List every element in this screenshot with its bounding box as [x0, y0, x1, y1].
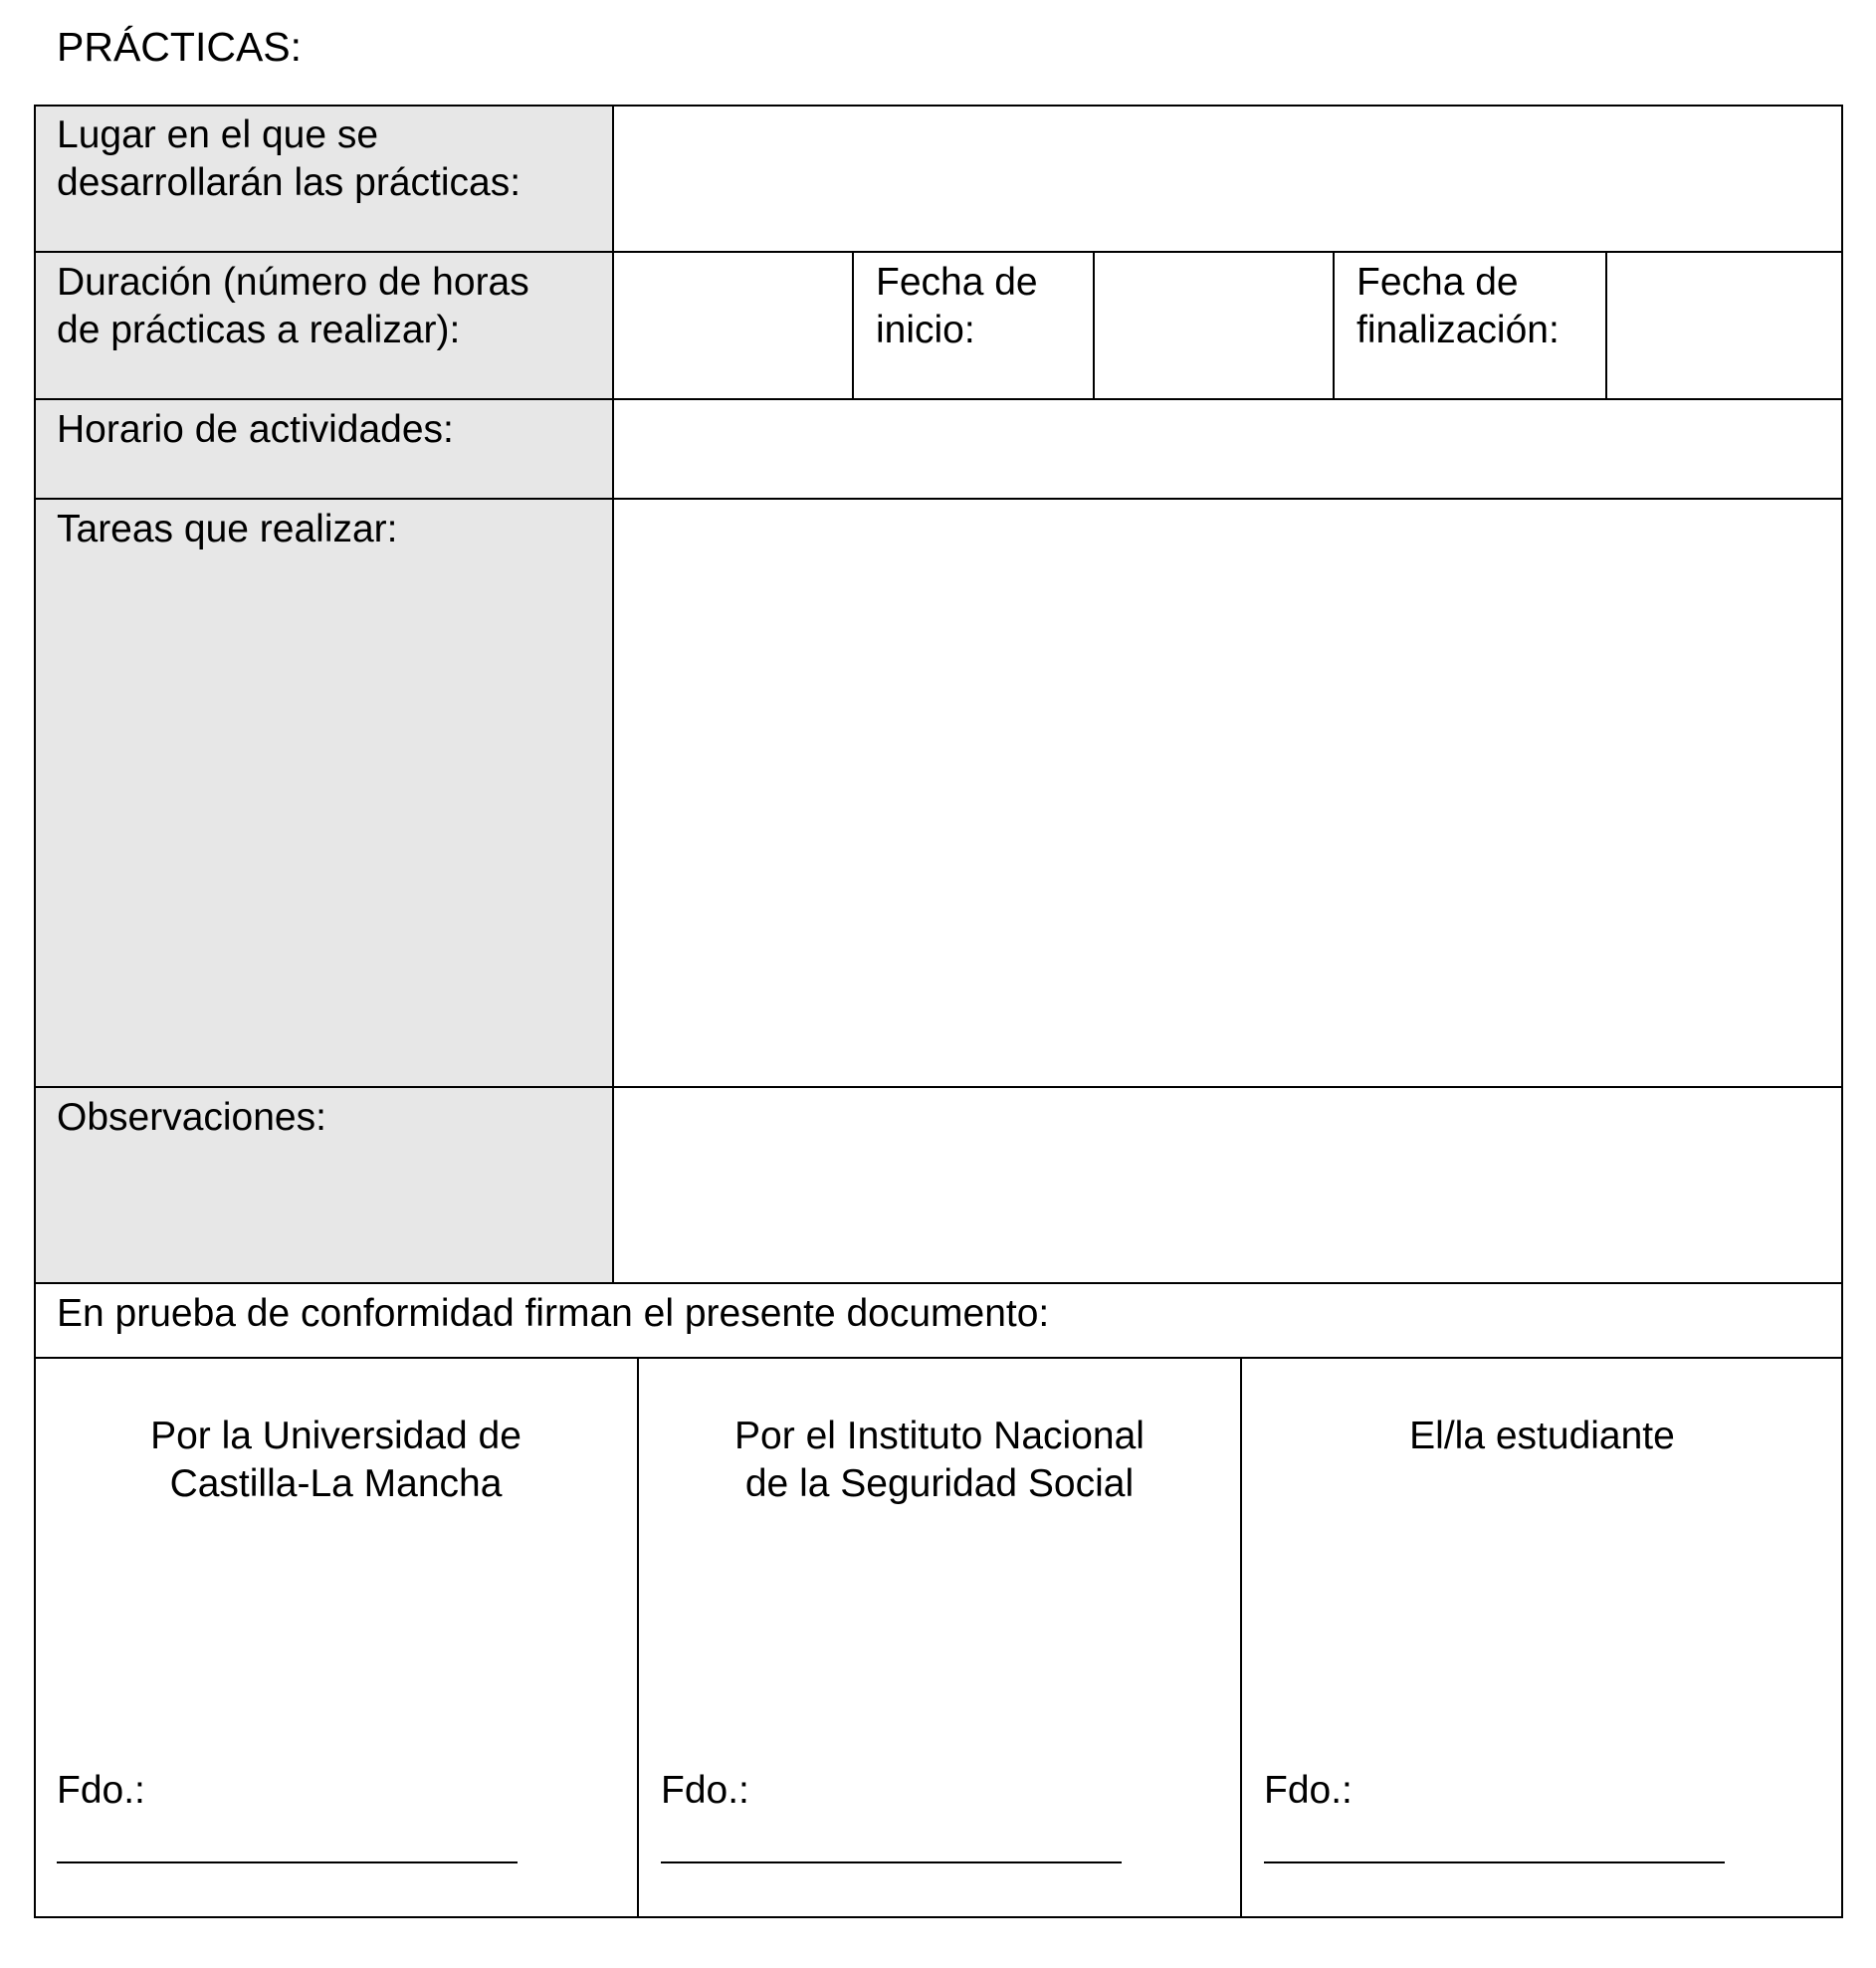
- fdo-label: Fdo.:: [661, 1769, 749, 1812]
- observaciones-label: Observaciones:: [34, 1087, 613, 1283]
- horario-field[interactable]: [613, 399, 1843, 499]
- row-divider: [34, 1086, 1843, 1088]
- tareas-field[interactable]: [613, 499, 1843, 1087]
- signature-line[interactable]: [661, 1861, 1122, 1863]
- column-divider: [1333, 252, 1335, 399]
- signature-header: El/la estudiante: [1409, 1415, 1675, 1457]
- row-divider: [34, 498, 1843, 500]
- fdo-label: Fdo.:: [57, 1769, 145, 1812]
- signature-block-estudiante: [1241, 1358, 1843, 1918]
- row-divider: [34, 1282, 1843, 1284]
- horario-label: Horario de actividades:: [34, 399, 613, 499]
- column-divider: [1093, 252, 1095, 399]
- signature-header: Por la Universidad de Castilla-La Mancha: [150, 1415, 521, 1505]
- lugar-label: Lugar en el que se desarrollarán las prácticas:: [34, 105, 613, 252]
- column-divider: [1605, 252, 1607, 399]
- signature-line[interactable]: [57, 1861, 518, 1863]
- row-divider: [34, 1357, 1843, 1359]
- fdo-label: Fdo.:: [1264, 1769, 1353, 1812]
- row-divider: [34, 251, 1843, 253]
- practicas-form-table: [34, 105, 1843, 1918]
- page-title: PRÁCTICAS:: [57, 24, 303, 70]
- signature-header: Por el Instituto Nacional de la Seguridad Social: [734, 1415, 1145, 1505]
- tareas-label: Tareas que realizar:: [34, 499, 613, 1087]
- fecha-fin-label: Fecha de finalización:: [1356, 261, 1560, 351]
- column-divider: [637, 1358, 639, 1918]
- duracion-field[interactable]: [613, 252, 853, 399]
- observaciones-field[interactable]: [613, 1087, 1843, 1283]
- conformidad-text: En prueba de conformidad firman el presente documento:: [57, 1292, 1050, 1335]
- row-divider: [34, 398, 1843, 400]
- signature-block-universidad: [34, 1358, 638, 1918]
- signature-line[interactable]: [1264, 1861, 1725, 1863]
- fecha-inicio-field[interactable]: [1094, 252, 1334, 399]
- duracion-label: Duración (número de horas de prácticas a realizar):: [34, 252, 613, 399]
- fecha-fin-field[interactable]: [1606, 252, 1843, 399]
- lugar-field[interactable]: [613, 105, 1843, 252]
- column-divider: [612, 105, 614, 1283]
- column-divider: [852, 252, 854, 399]
- fecha-inicio-label: Fecha de inicio:: [876, 261, 1038, 351]
- column-divider: [1240, 1358, 1242, 1918]
- signature-block-inss: [638, 1358, 1241, 1918]
